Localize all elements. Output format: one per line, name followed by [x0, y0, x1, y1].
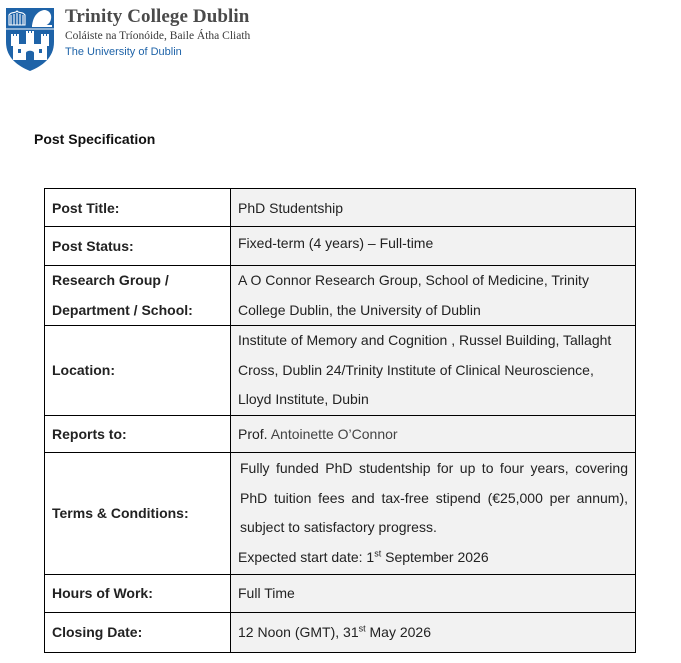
row-value: A O Connor Research Group, School of Medicine, Trinity College Dublin, the University of Dublin	[231, 266, 636, 326]
row-label: Post Status:	[45, 227, 231, 266]
reports-to-name: Antoinette O’Connor	[270, 425, 398, 442]
row-label: Location:	[45, 326, 231, 416]
start-date-prefix: Expected start date: 1	[238, 548, 375, 565]
table-row	[45, 612, 636, 652]
row-value: Full Time	[231, 574, 636, 612]
row-label: Post Title:	[45, 189, 231, 227]
tcd-wordmark	[65, 7, 250, 59]
row-label: Reports to:	[45, 415, 231, 452]
section-title: Post Specification	[34, 131, 156, 147]
closing-date-prefix: 12 Noon (GMT), 31	[238, 624, 359, 640]
row-label: Hours of Work:	[45, 574, 231, 612]
row-label	[45, 266, 231, 326]
table-row	[45, 415, 636, 452]
table-row	[45, 574, 636, 612]
post-status-value: Fixed-term (4 years) – Full-time	[238, 234, 434, 251]
row-label: Terms & Conditions:	[45, 452, 231, 574]
table-row	[45, 189, 636, 227]
row-label-line: Research Group /	[52, 272, 169, 288]
row-value	[231, 227, 636, 266]
row-value	[231, 415, 636, 452]
terms-text: Fully funded PhD studentship for up to four years, covering PhD tuition fees and tax-free stipend (€25,000 per annum), subject to satisfactory progress.	[240, 460, 628, 535]
tcd-header	[4, 6, 304, 72]
reports-to-prefix: Prof.	[238, 425, 268, 442]
start-date-ordinal: st	[374, 547, 382, 558]
post-specification-table	[44, 188, 636, 653]
table-row	[45, 266, 636, 326]
table-row	[45, 227, 636, 266]
closing-date-suffix: May 2026	[365, 624, 431, 640]
institution-subtitle: The University of Dublin	[65, 46, 182, 58]
table-row	[45, 326, 636, 416]
start-date-suffix: September 2026	[381, 548, 489, 565]
tcd-crest-icon	[4, 6, 56, 72]
institution-irish-name: Coláiste na Tríonóide, Baile Átha Cliath	[65, 30, 251, 42]
closing-date-ordinal: st	[358, 623, 366, 634]
table-row	[45, 452, 636, 574]
row-label: Closing Date:	[45, 612, 231, 652]
institution-name: Trinity College Dublin	[65, 6, 250, 27]
row-value: Institute of Memory and Cognition , Russel Building, Tallaght Cross, Dublin 24/Trinity Institute of Clinical Neuroscience, Lloyd Institute, Dubin	[231, 326, 636, 416]
row-value: PhD Studentship	[231, 189, 636, 227]
row-value	[231, 452, 636, 574]
row-label-line: Department / School:	[52, 301, 193, 318]
expected-start-date	[238, 543, 628, 573]
row-value	[231, 612, 636, 652]
